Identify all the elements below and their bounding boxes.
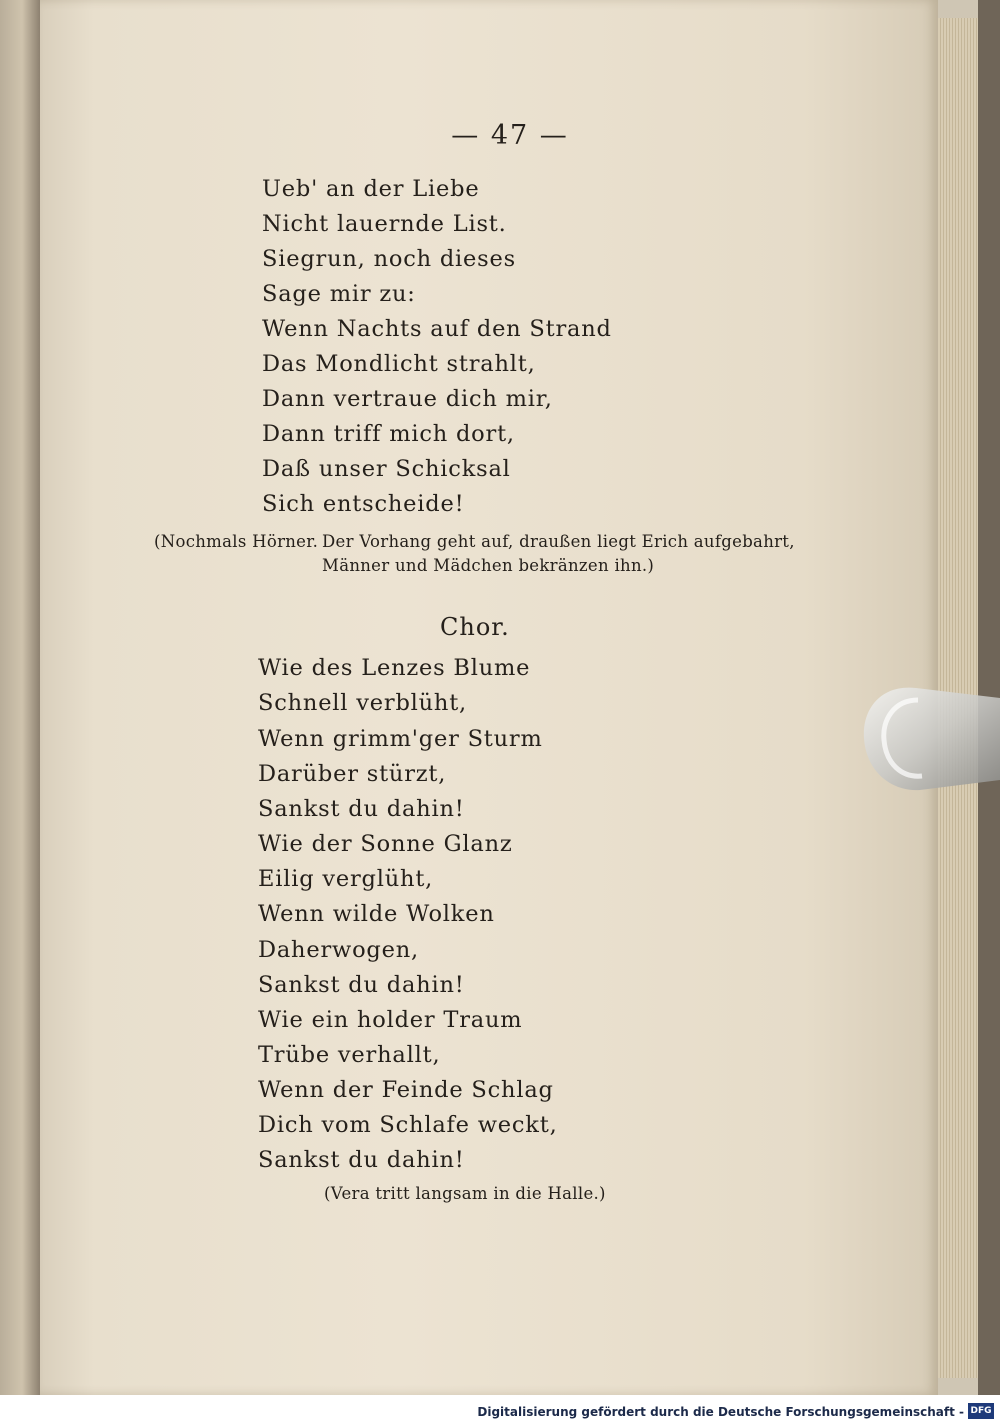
verse-line: Wie der Sonne Glanz: [258, 831, 513, 857]
chorus-heading: Chor.: [440, 613, 510, 641]
dfg-logo: DFG: [968, 1403, 994, 1419]
verse-line: Dich vom Schlafe weckt,: [258, 1112, 558, 1138]
verse-line: Wenn Nachts auf den Strand: [262, 316, 612, 342]
verse-line: Wie ein holder Traum: [258, 1007, 523, 1033]
verse-line: Sankst du dahin!: [258, 1147, 465, 1173]
verse-line: Siegrun, noch dieses: [262, 246, 516, 272]
verse-line: Wenn grimm'ger Sturm: [258, 726, 543, 752]
verse-line: Sankst du dahin!: [258, 972, 465, 998]
footer-credit: Digitalisierung gefördert durch die Deutsche Forschungsgemeinschaft -: [477, 1405, 964, 1419]
verse-line: Sage mir zu:: [262, 281, 416, 307]
verse-line: Darüber stürzt,: [258, 761, 447, 787]
verse-line: Dann vertraue dich mir,: [262, 386, 553, 412]
verse-line: Eilig verglüht,: [258, 866, 434, 892]
page-holder-clip: [858, 686, 1000, 796]
verse-line: Wenn der Feinde Schlag: [258, 1077, 554, 1103]
stage-direction-line: Männer und Mädchen bekränzen ihn.): [322, 556, 655, 575]
page-number: — 47 —: [451, 120, 569, 151]
verse-line: Sich entscheide!: [262, 491, 465, 517]
verse-line: Nicht lauernde List.: [262, 211, 507, 237]
verse-line: Daß unser Schicksal: [262, 456, 511, 482]
verse-line: Dann triff mich dort,: [262, 421, 515, 447]
verse-line: Daherwogen,: [258, 937, 419, 963]
facing-page-edge: [0, 0, 40, 1395]
book-page: [40, 0, 938, 1395]
verse-line: Wenn wilde Wolken: [258, 901, 495, 927]
verse-line: Wie des Lenzes Blume: [258, 655, 531, 681]
verse-line: Sankst du dahin!: [258, 796, 465, 822]
stage-direction-closing: (Vera tritt langsam in die Halle.): [324, 1184, 606, 1203]
stage-direction-line: Der Vorhang geht auf, draußen liegt Erich aufgebahrt,: [322, 532, 795, 551]
verse-line: Schnell verblüht,: [258, 690, 468, 716]
verse-line: Das Mondlicht strahlt,: [262, 351, 536, 377]
stage-direction-prefix: (Nochmals Hörner.: [154, 532, 319, 551]
verse-line: Ueb' an der Liebe: [262, 176, 480, 202]
verse-line: Trübe verhallt,: [258, 1042, 441, 1068]
